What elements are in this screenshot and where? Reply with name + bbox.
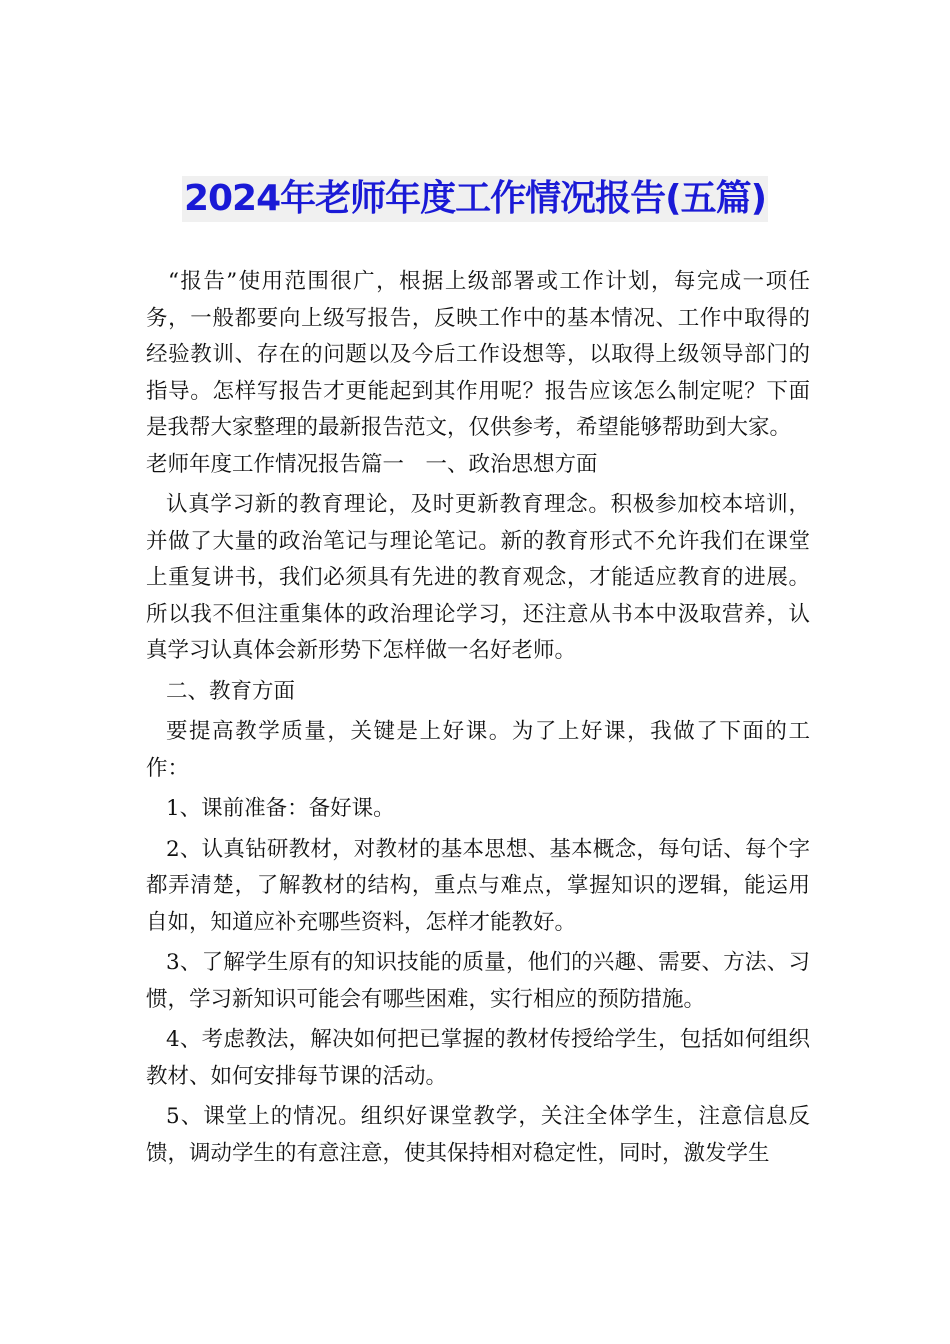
list-item-4: 4、考虑教法，解决如何把已掌握的教材传授给学生，包括如何组织教材、如何安排每节课的活动。 (146, 1027, 810, 1089)
section-heading: 老师年度工作情况报告篇一 一、政治思想方面 (146, 451, 598, 477)
education-paragraph: 要提高教学质量，关键是上好课。为了上好课，我做了下面的工作： (146, 719, 810, 781)
politics-paragraph: 认真学习新的教育理论，及时更新教育理念。积极参加校本培训，并做了大量的政治笔记与理论笔记。新的教育形式不允许我们在课堂上重复讲书，我们必须具有先进的教育观念，才能适应教育的进展。所以我不但注重集体的政治理论学习，还注意从书本中汲取营养，认真学习认真体会新形势下怎样做一名好老师。 (146, 492, 810, 663)
title-container (0, 176, 950, 222)
list-item-5: 5、课堂上的情况。组织好课堂教学，关注全体学生，注意信息反馈，调动学生的有意注意，使其保持相对稳定性，同时，激发学生 (146, 1104, 810, 1166)
list-item-2: 2、认真钻研教材，对教材的基本思想、基本概念，每句话、每个字都弄清楚，了解教材的结构，重点与难点，掌握知识的逻辑，能运用自如，知道应补充哪些资料，怎样才能教好。 (146, 836, 810, 935)
list-item-1: 1、课前准备：备好课。 (166, 796, 395, 821)
intro-paragraph: “报告”使用范围很广，根据上级部署或工作计划，每完成一项任务，一般都要向上级写报告，反映工作中的基本情况、工作中取得的经验教训、存在的问题以及今后工作设想等，以取得上级领导部门的指导。怎样写报告才更能起到其作用呢？报告应该怎么制定呢？下面是我帮大家整理的最新报告范文，仅供参考，希望能够帮助到大家。 (146, 269, 810, 440)
document-body (146, 264, 810, 1172)
document-title: 2024年老师年度工作情况报告(五篇) (182, 176, 768, 222)
education-heading: 二、教育方面 (166, 678, 296, 704)
list-item-3: 3、了解学生原有的知识技能的质量，他们的兴趣、需要、方法、习惯，学习新知识可能会有哪些困难，实行相应的预防措施。 (146, 950, 810, 1012)
